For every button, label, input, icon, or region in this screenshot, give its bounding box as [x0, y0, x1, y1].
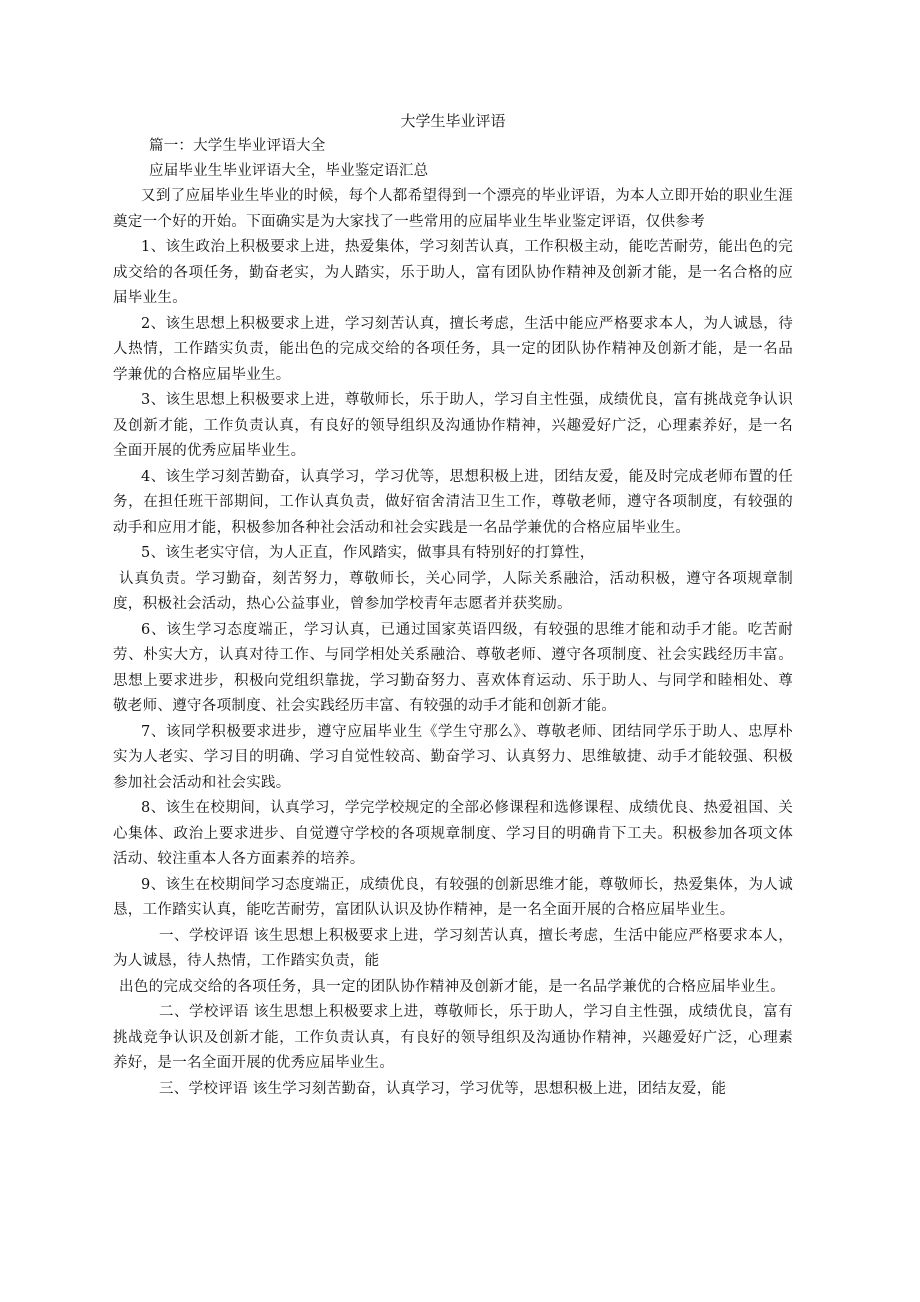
comment-paragraph-8: 8、该生在校期间，认真学习，学完学校规定的全部必修课程和选修课程、成绩优良、热爱祖国、关心集体、政治上要求进步、自觉遵守学校的各项规章制度、学习目的明确肯下工夫。积极参加各项文体活动、较注重本人各方面素养的培养。	[113, 800, 793, 867]
comment-paragraph-3: 3、该生思想上积极要求上进，尊敬师长，乐于助人，学习自主性强，成绩优良，富有挑战竞争认识及创新才能，工作负责认真，有良好的领导组织及沟通协作精神，兴趣爱好广泛，心理素养好，是一名全面开展的优秀应届毕业生。	[113, 392, 793, 459]
school-comment-2: 二、学校评语 该生思想上积极要求上进，尊敬师长，乐于助人，学习自主性强，成绩优良，富有挑战竞争认识及创新才能，工作负责认真，有良好的领导组织及沟通协作精神，兴趣爱好广泛，心理素养好，是一名全面开展的优秀应届毕业生。	[113, 1004, 793, 1071]
intro-paragraph: 又到了应届毕业生毕业的时候，每个人都希望得到一个漂亮的毕业评语，为本人立即开始的职业生涯奠定一个好的开始。下面确实是为大家找了一些常用的应届毕业生毕业鉴定评语，仅供参考	[113, 188, 793, 230]
comment-paragraph-1: 1、该生政治上积极要求上进，热爱集体，学习刻苦认真，工作积极主动，能吃苦耐劳，能出色的完成交给的各项任务，勤奋老实，为人踏实，乐于助人，富有团队协作精神及创新才能，是一名合格的应届毕业生。	[113, 239, 793, 306]
document-page	[113, 108, 793, 1102]
comment-paragraph-5: 5、该生老实守信，为人正直，作风踏实，做事具有特别好的打算性，	[141, 545, 595, 561]
comment-paragraph-6: 6、该生学习态度端正，学习认真，已通过国家英语四级，有较强的思维才能和动手才能。吃苦耐劳、朴实大方，认真对待工作、与同学相处关系融洽、尊敬老师、遵守各项制度、社会实践经历丰富。思想上要求进步，积极向党组织靠拢，学习勤奋努力、喜欢体育运动、乐于助人、与同学和睦相处、尊敬老师、遵守各项制度、社会实践经历丰富、有较强的动手才能和创新才能。	[113, 621, 793, 714]
comment-paragraph-2: 2、该生思想上积极要求上进，学习刻苦认真，擅长考虑，生活中能应严格要求本人，为人诚恳，待人热情，工作踏实负责，能出色的完成交给的各项任务，具一定的团队协作精神及创新才能，是一名品学兼优的合格应届毕业生。	[113, 315, 793, 383]
comment-paragraph-4: 4、该生学习刻苦勤奋，认真学习，学习优等，思想积极上进，团结友爱，能及时完成老师布置的任务，在担任班干部期间，工作认真负责，做好宿舍清洁卫生工作，尊敬老师，遵守各项制度，有较强的动手和应用才能，积极参加各种社会活动和社会实践是一名品学兼优的合格应届毕业生。	[113, 468, 793, 536]
section-heading: 篇一：大学生毕业评语大全	[149, 138, 326, 154]
comment-paragraph-7: 7、该同学积极要求进步，遵守应届毕业生《学生守那么》、尊敬老师、团结同学乐于助人、忠厚朴实为人老实、学习目的明确、学习自觉性较高、勤奋学习、认真努力、思维敏捷、动手才能较强、积极参加社会活动和社会实践。	[113, 723, 793, 791]
school-comment-1-continuation: 出色的完成交给的各项任务，具一定的团队协作精神及创新才能，是一名品学兼优的合格应届毕业生。	[119, 978, 785, 995]
subtitle: 应届毕业生毕业评语大全，毕业鉴定语汇总	[149, 163, 429, 179]
school-comment-3: 三、学校评语 该生学习刻苦勤奋，认真学习，学习优等，思想积极上进，团结友爱，能	[159, 1080, 727, 1097]
document-title: 大学生毕业评语	[400, 112, 506, 130]
comment-paragraph-9: 9、该生在校期间学习态度端正，成绩优良，有较强的创新思维才能，尊敬师长，热爱集体，为人诚恳，工作踏实认真，能吃苦耐劳，富团队认识及协作精神，是一名全面开展的合格应届毕业生。	[113, 876, 793, 918]
school-comment-1: 一、学校评语 该生思想上积极要求上进，学习刻苦认真，擅长考虑，生活中能应严格要求本人，为人诚恳，待人热情，工作踏实负责，能	[113, 927, 793, 969]
comment-paragraph-5-continuation: 认真负责。学习勤奋，刻苦努力，尊敬师长，关心同学，人际关系融洽，活动积极，遵守各项规章制度，积极社会活动，热心公益事业，曾参加学校青年志愿者并获奖励。	[113, 570, 793, 612]
